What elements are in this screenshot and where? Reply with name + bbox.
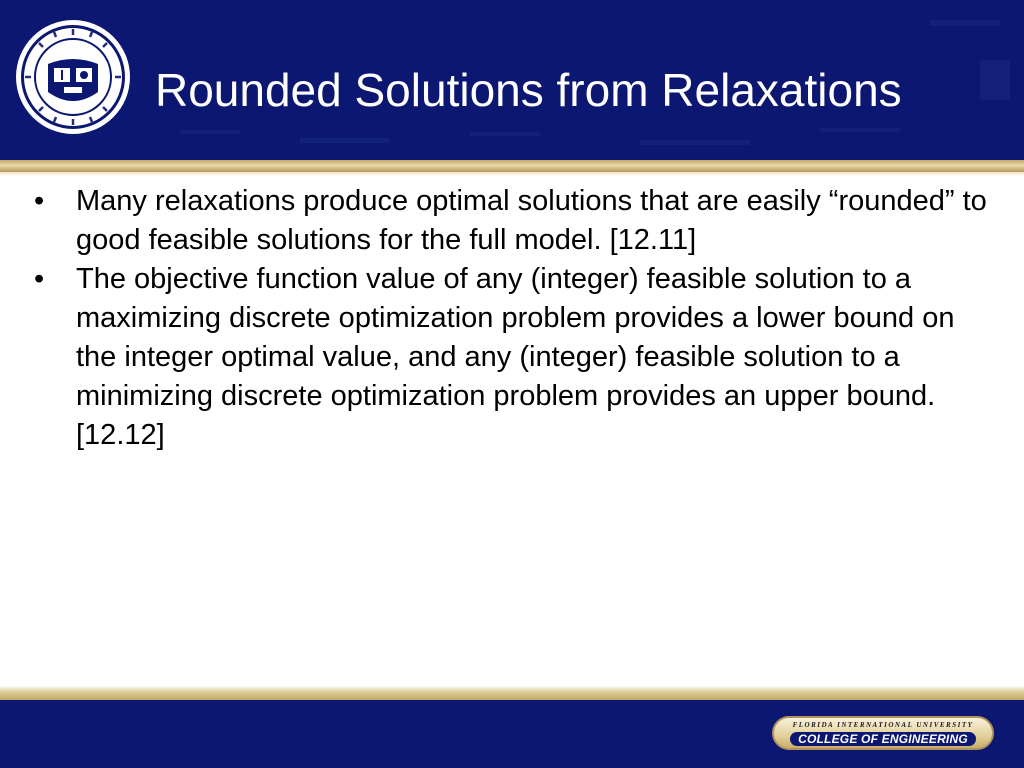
- slide-body: [30, 182, 990, 455]
- slide-title: Rounded Solutions from Relaxations: [155, 64, 902, 116]
- badge-university-line: FLORIDA INTERNATIONAL UNIVERSITY: [792, 721, 974, 729]
- bullet-item: [30, 260, 990, 455]
- bullet-text: Many relaxations produce optimal solutions that are easily “rounded” to good feasible solutions for the full model. [12.11]: [76, 185, 987, 256]
- header-gold-stripe: [0, 160, 1024, 172]
- bullet-list: [30, 182, 990, 455]
- bullet-text: The objective function value of any (integer) feasible solution to a maximizing discrete optimization problem provides a lower bound on the integer optimal value, and any (integer) feasible solution to a minimizing discrete optimization problem provides an upper bound. [12.12]: [76, 263, 955, 451]
- header-stripe-highlight: [0, 172, 1024, 176]
- bullet-dot: •: [34, 263, 45, 295]
- bullet-dot: •: [34, 185, 45, 217]
- footer-gold-stripe: [0, 686, 1024, 700]
- header-banner: [0, 0, 1024, 160]
- college-badge: [772, 716, 994, 750]
- bullet-item: [30, 182, 990, 260]
- badge-college-label: COLLEGE OF ENGINEERING: [790, 732, 976, 746]
- university-seal-icon: [14, 18, 132, 136]
